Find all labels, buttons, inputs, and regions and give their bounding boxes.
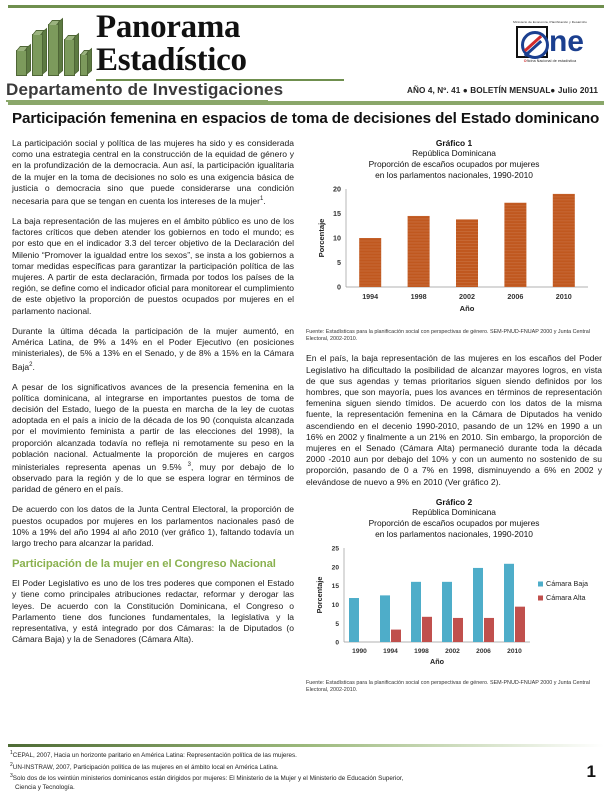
chart-2-subtitle2: en los parlamentos nacionales, 1990-2010 — [375, 528, 533, 539]
one-tagline-text: ficina Nacional de estadística — [526, 59, 577, 63]
svg-text:0: 0 — [335, 639, 339, 647]
chart-2-title: República Dominicana — [412, 506, 496, 517]
chart-1-block — [306, 138, 602, 343]
brand-line-panorama: Panorama — [96, 9, 241, 45]
one-circle-icon — [516, 26, 548, 58]
paragraph: La participación social y política de las mujeres ha sido y es considerada como una estrategia central en la construcción de la equidad de género y en la profundización de la democracia. Aun así, la participación igualitaria de la mujer en la toma de decisiones no solo es una exigencia básica de justicia o democracia sino que puede considerarse una condición necesaria para que se tengan en cuenta los intereses de la mujer$^1$. — [12, 138, 294, 206]
svg-text:2002: 2002 — [445, 647, 460, 655]
svg-text:Año: Año — [459, 304, 475, 313]
paragraph: Durante la última década la participación de la mujer aumentó, en América Latina, de 9% a 14% en el Poder Ejecutivo (en posiciones ministeriales), de 5% a 13% en el Senado, y de 8% a 15% en la Cámara Baja$^2$. — [12, 325, 294, 372]
footnote-text: UN-INSTRAW, 2007, Participación política de las mujeres en el ámbito local en América Latina. — [12, 763, 279, 771]
chart-1-label: Gráfico 1 — [435, 138, 473, 148]
chart-2-source: Fuente: Estadísticas para la planificación social con perspectivas de género. SEM-PNUD-FNUAP 2000 y Junta Central Electoral, 2002-2010. — [306, 679, 590, 694]
chart-2-plot — [306, 540, 602, 677]
footnote-marker: 1 — [10, 750, 13, 756]
svg-text:2002: 2002 — [459, 292, 475, 301]
svg-text:5: 5 — [335, 620, 339, 628]
one-acronym: ne — [548, 25, 584, 58]
paragraph: De acuerdo con los datos de la Junta Central Electoral, la proporción de puestos ocupados por mujeres en los parlamentos nacionales pasó de 10% a 19% del año 1994 al año 2010 (ver gráfico 1), faltando todavía un largo trecho para alcanzar la paridad. — [12, 504, 294, 549]
footnote-text: CEPAL, 2007, Hacia un horizonte paritario en América Latina: Representación política de las mujeres. — [12, 752, 297, 760]
paragraph — [12, 382, 294, 496]
svg-text:10: 10 — [333, 233, 341, 243]
footnote-marker: 3 — [10, 773, 13, 780]
chart-2-label: Gráfico 2 — [435, 496, 473, 507]
footnote-item — [10, 749, 550, 761]
svg-text:15: 15 — [331, 583, 339, 591]
footnotes — [10, 749, 550, 793]
paragraph: La baja representación de las mujeres en el ámbito público es uno de los factores críticos que deben atender los gobiernos en todo el mundo; es por esto que en el indicador 3.3 del tercer objetivo de la Declaración del Milenio “Promover la igualdad entre los sexos”, se insta a los gobiernos a tomar medidas específicas para garantizar la participación política de las mujeres. A partir de esta declaración, firmada por todos los países de la región, se define como el indicador oficial para monitorear el cumplimiento de este objetivo la proporción de puestos ocupados por mujeres en el parlamento nacional. — [12, 216, 294, 316]
svg-text:Cámara Baja: Cámara Baja — [546, 578, 588, 588]
department-label: Departamento de Investigaciones — [6, 80, 284, 99]
svg-text:1990: 1990 — [352, 647, 367, 655]
paragraph-text: A pesar de los significativos avances de la presencia femenina en la política dominicana, al integrarse en importantes puestos de toma de decisión del Estado, luego de la puesta en marcha de la ley de cuotas adoptada en el país a inicio de la década de los 90 (conquista alcanzada por el movimiento feminista a partir de las elecciones del 1998), la proporción alcanzada todavía no refleja ni remotamente su peso en la población nacional. Actualmente la proporción de mujeres en cargos ministeriales representa apenas un 9.5% — [12, 381, 294, 472]
svg-text:25: 25 — [331, 545, 339, 553]
footnote-ref-3: 3 — [187, 461, 192, 468]
right-column — [306, 138, 602, 694]
left-column — [12, 138, 294, 654]
one-ministry-line: Ministerio de Economía, Planificación y Desarrollo — [513, 20, 587, 24]
svg-text:0: 0 — [337, 282, 341, 292]
chart-1-plot — [306, 181, 602, 326]
chart-1-svg — [306, 181, 602, 321]
footnote-marker: 2 — [10, 761, 13, 768]
svg-text:1994: 1994 — [362, 292, 379, 301]
chart-1-source: Fuente: Estadísticas para la planificación social con perspectivas de género. SEM-PNUD-FNUAP 2000 y Junta Central Electoral, 2002-2010. — [306, 329, 590, 343]
svg-text:Cámara Alta: Cámara Alta — [546, 592, 586, 602]
header-bottom-rule — [8, 101, 604, 105]
chart-2-block — [306, 497, 602, 694]
footnote-rule — [8, 744, 604, 747]
chart-2-subtitle: Proporción de escaños ocupados por mujeres — [368, 517, 540, 528]
footnote-text-continuation: Ciencia y Tecnología. — [15, 784, 75, 792]
svg-text:Porcentaje: Porcentaje — [317, 218, 326, 258]
panorama-bars-logo — [14, 18, 92, 76]
svg-text:2006: 2006 — [507, 292, 524, 301]
issue-info: AÑO 4, Nº. 41 ● BOLETÍN MENSUAL● Julio 2011 — [407, 86, 598, 95]
svg-text:2010: 2010 — [555, 292, 572, 301]
footnote-item — [10, 772, 550, 792]
svg-text:20: 20 — [333, 184, 341, 194]
page-header — [0, 8, 612, 100]
brand-wordmark — [96, 9, 344, 81]
paragraph: El Poder Legislativo es uno de los tres poderes que componen el Estado y tiene como principales atribuciones redactar, reformar y derogar las leyes. De acuerdo con la Constitución Dominicana, el Congreso o Parlamento tiene dos funciones fundamentales, la legislativa y la representativa, y está integrado por dos Cámaras: la de Diputados (o Cámara Baja) y la de Senadores (Cámara Alta). — [12, 578, 294, 645]
svg-text:20: 20 — [331, 564, 339, 572]
paragraph: En el país, la baja representación de las mujeres en los escaños del Poder Legislativo ha dificultado la posibilidad de alcanzar mayores logros, en vista de que sus agendas y temas prioritarios siguen siendo definidos por los hombres, que son mayoría, pues los avances en términos de representación femenina siguen siendo tímidos. De acuerdo con los datos de la misma fuente, la representación femenina en la Cámara de Diputados ha venido ascendiendo en el decenio 1990-2010, pasando de un 12% en 1990 a un 16% en 2002 y finalmente a un 21% en 2010. Sin embargo, la proporción de mujeres en el Senado (Cámara Alta) permaneció durante toda la década 2000 -2010 aun por debajo del 10% y con un aumento no sostenido de su proporción, pasando de 0 a 7% en 1998, disminuyendo a 6% en 2002 y elevándose de nuevo a 9% en 2010 (Ver gráfico 2). — [306, 353, 602, 487]
svg-text:15: 15 — [333, 209, 341, 219]
one-tagline — [502, 59, 598, 63]
paragraph-text: La participación social y política de las mujeres ha sido y es considerada como una estrategia central en la construcción de la equidad de género y en la profundización de la democracia. Aun así, la participación igualitaria de la mujer en la toma de decisiones no solo es una exigencia básica de justicia o democracia sino que puede considerarse una condición necesaria para que se tengan en cuenta los intereses de la mujer — [12, 138, 294, 206]
svg-text:Porcentaje: Porcentaje — [315, 576, 324, 614]
svg-text:2010: 2010 — [507, 647, 522, 655]
chart-1-subtitle: Proporción de escaños ocupados por mujeres — [368, 159, 540, 169]
one-logo — [502, 20, 598, 72]
paragraph-text: Durante la última década la participación de la mujer aumentó, en América Latina, de 9% a 14% en el Poder Ejecutivo (en posiciones ministeriales), de 5% a 13% en el Senado, y de 8% a 15% en la Cámara Baja — [12, 325, 294, 372]
svg-text:5: 5 — [337, 258, 341, 268]
svg-text:10: 10 — [331, 601, 339, 609]
chart-1-title: República Dominicana — [412, 148, 496, 158]
page-number: 1 — [586, 762, 596, 781]
one-tagline-prefix: O — [523, 59, 527, 63]
svg-text:2006: 2006 — [476, 647, 491, 655]
svg-text:1998: 1998 — [414, 647, 429, 655]
section-heading: Participación de la mujer en el Congreso Nacional — [12, 558, 276, 571]
svg-text:1994: 1994 — [383, 647, 398, 655]
chart-2-svg — [306, 540, 602, 672]
footnote-ref-1: 1 — [260, 196, 264, 203]
paragraph-text-cont: , muy por debajo de lo observado para la región y de lo que se espera lograr en términos de paridad de género en el país. — [12, 461, 294, 495]
footnote-ref-2: 2 — [29, 361, 33, 368]
brand-line-estadistico: Estadístico — [96, 42, 247, 78]
footnote-text: Solo dos de los veintiún ministerios dominicanos están dirigidos por mujeres: El Ministerio de la Mujer y el Ministerio de Educación Superior, — [12, 775, 404, 783]
one-logo-mark — [502, 25, 598, 59]
footnote-item — [10, 761, 550, 773]
svg-text:Año: Año — [430, 656, 444, 666]
page-title: Participación femenina en espacios de toma de decisiones del Estado dominicano — [12, 110, 600, 127]
chart-1-subtitle2: en los parlamentos nacionales, 1990-2010 — [375, 170, 533, 180]
svg-text:1998: 1998 — [410, 292, 427, 301]
